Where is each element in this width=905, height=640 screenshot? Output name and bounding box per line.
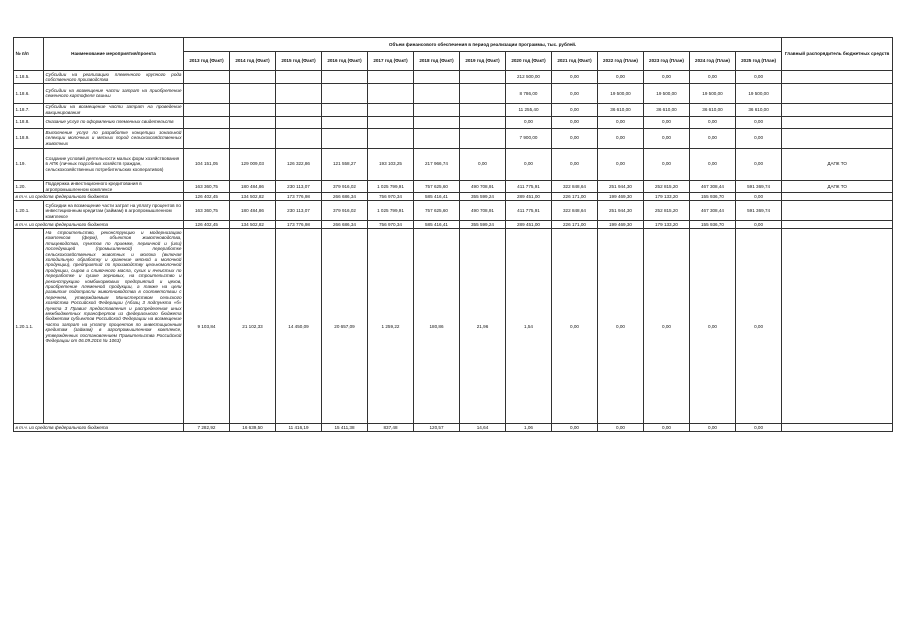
- row-value: 0,00: [598, 424, 644, 432]
- row-name: На строительство, реконструкцию и модернизацию комплексов (ферм), объектов животноводства, птицеводства, пунктов по приемке, первичной и (или) последующей (промышленной) переработке сельскохозяйственных животных и молока (включая холодильную обработку и хранение мясной и молочной продукции), предприятий по производству цельномолочной продукции, сыров и сливочного масла, сухих и ячеистых по переработке и сушке зерновых, на строительство и реконструкцию комбикормовых предприятий и цехов, приобретение племенной продукции, а также на цели развития подотрасли животноводства в соответствии с перечнем, утверждаемым Министерством сельского хозяйства Российской Федерации (Абзац 3 подпункта «б» пункта 3 Правил предоставления и распределения иных межбюджетных трансфертов из федерального бюджета бюджетам субъектов Российской Федерации на возмещение части затрат на уплату процентов по инвестиционным кредитам (займам) в агропромышленном комплексе, утвержденных постановлением Правительства Российской Федерации от 06.09.2016 № 1063): [44, 229, 184, 424]
- row-value: 19 500,00: [736, 83, 782, 103]
- row-value: 757 625,60: [414, 180, 460, 193]
- row-value: 0,00: [598, 116, 644, 128]
- row-value: [230, 128, 276, 148]
- row-distributor: [782, 201, 893, 221]
- row-value: 15 411,38: [322, 424, 368, 432]
- row-value: [322, 103, 368, 116]
- row-value: [184, 103, 230, 116]
- row-value: 0,00: [506, 116, 552, 128]
- row-value: [230, 103, 276, 116]
- finance-table: [13, 37, 893, 432]
- row-value: 19 500,00: [598, 83, 644, 103]
- row-value: 0,00: [552, 71, 598, 84]
- row-value: [184, 128, 230, 148]
- row-value: 0,00: [644, 71, 690, 84]
- row-value: 14,64: [460, 424, 506, 432]
- row-value: [322, 71, 368, 84]
- row-value: 0,00: [460, 148, 506, 180]
- row-code: 1.20.: [14, 180, 44, 193]
- row-value: 104 151,05: [184, 148, 230, 180]
- table-row: [14, 128, 893, 148]
- table-row: [14, 148, 893, 180]
- header-year: 2014 год (Факт): [230, 52, 276, 71]
- table-row: [14, 193, 893, 201]
- row-value: 756 970,34: [368, 193, 414, 201]
- header-num: № п/п: [14, 38, 44, 71]
- row-value: [414, 116, 460, 128]
- row-code: 1.20.1.: [14, 201, 44, 221]
- row-value: 155 936,70: [690, 221, 736, 229]
- header-year: 2018 год (Факт): [414, 52, 460, 71]
- row-value: 0,00: [552, 103, 598, 116]
- row-value: 252 815,20: [644, 180, 690, 193]
- row-value: [460, 103, 506, 116]
- row-value: 193 103,25: [368, 148, 414, 180]
- row-value: 155 936,70: [690, 193, 736, 201]
- row-value: [368, 128, 414, 148]
- row-value: 490 708,91: [460, 201, 506, 221]
- row-value: 0,00: [644, 116, 690, 128]
- row-value: [276, 116, 322, 128]
- row-value: 322 848,64: [552, 201, 598, 221]
- row-subtotal-label: в т.ч. из средств федерального бюджета: [14, 424, 184, 432]
- row-value: 0,00: [736, 148, 782, 180]
- row-value: [368, 116, 414, 128]
- row-name: Субсидии на возмещение части затрат на проведение вакцинирования: [45, 104, 182, 115]
- row-value: [230, 83, 276, 103]
- row-value: 1 025 799,91: [368, 201, 414, 221]
- header-year: 2025 год (План): [736, 52, 782, 71]
- row-value: 173 776,98: [276, 221, 322, 229]
- row-value: 379 916,02: [322, 180, 368, 193]
- row-value: 0,00: [644, 229, 690, 424]
- row-value: 0,00: [736, 116, 782, 128]
- row-value: 0,00: [690, 148, 736, 180]
- row-value: 230 113,07: [276, 180, 322, 193]
- row-value: 0,00: [644, 424, 690, 432]
- row-value: 322 848,64: [552, 180, 598, 193]
- row-value: 467 308,44: [690, 180, 736, 193]
- row-value: [414, 71, 460, 84]
- row-name: Субсидии на возмещение части затрат на уплату процентов по инвестиционным кредитам (займам) в агропромышленном комплексе: [44, 201, 184, 221]
- row-value: [184, 71, 230, 84]
- row-subtotal-label: в т.ч. из средств федерального бюджета: [14, 193, 184, 201]
- row-value: 126 322,86: [276, 148, 322, 180]
- row-value: 0,00: [552, 83, 598, 103]
- row-value: 0,00: [598, 128, 644, 148]
- row-code: 1.18.8.: [14, 116, 44, 128]
- row-value: 180 484,86: [230, 201, 276, 221]
- row-value: 0,00: [598, 71, 644, 84]
- row-value: 179 133,20: [644, 221, 690, 229]
- row-value: 16 639,50: [230, 424, 276, 432]
- table-row: [14, 180, 893, 193]
- row-value: 251 944,30: [598, 201, 644, 221]
- row-distributor: ДАПК ТО: [782, 148, 893, 180]
- row-value: 19 500,00: [690, 83, 736, 103]
- row-value: 289 451,00: [506, 221, 552, 229]
- row-value: [414, 83, 460, 103]
- row-name: Оказание услуг по оформлению племенных свидетельств: [44, 116, 184, 128]
- row-value: 126 402,45: [184, 221, 230, 229]
- row-value: 411 775,91: [506, 201, 552, 221]
- row-code: 1.18.5.: [14, 71, 44, 84]
- row-value: 180,86: [414, 229, 460, 424]
- row-name: Создание условий деятельности малых форм хозяйствования в АПК (личных подсобных хозяйств граждан, сельскохозяйственных потребительских кооперативов): [44, 148, 184, 180]
- row-value: 1,06: [506, 424, 552, 432]
- table-row: [14, 83, 893, 103]
- row-value: 129 009,03: [230, 148, 276, 180]
- row-code: 1.20.1.1.: [14, 229, 44, 424]
- row-distributor: [782, 71, 893, 84]
- row-value: [230, 71, 276, 84]
- row-value: 212 500,00: [506, 71, 552, 84]
- table-row: [14, 221, 893, 229]
- header-year: 2024 год (План): [690, 52, 736, 71]
- header-year: 2022 год (План): [598, 52, 644, 71]
- row-value: 0,00: [690, 71, 736, 84]
- row-value: 355 599,24: [460, 221, 506, 229]
- row-subtotal-label: в т.ч. из средств федерального бюджета: [14, 221, 184, 229]
- row-value: 134 502,82: [230, 193, 276, 201]
- table-row: [14, 229, 893, 424]
- header-year: 2020 год (Факт): [506, 52, 552, 71]
- row-value: 9 103,84: [184, 229, 230, 424]
- row-value: 467 308,44: [690, 201, 736, 221]
- row-distributor: [782, 128, 893, 148]
- row-value: [460, 128, 506, 148]
- row-code: 1.18.6.: [14, 83, 44, 103]
- row-value: 0,00: [690, 229, 736, 424]
- row-distributor: [782, 193, 893, 201]
- row-value: [276, 83, 322, 103]
- row-value: 0,00: [690, 116, 736, 128]
- row-value: 126 402,45: [184, 193, 230, 201]
- row-value: [368, 103, 414, 116]
- row-distributor: [782, 221, 893, 229]
- row-value: 0,00: [736, 229, 782, 424]
- row-name: Поддержка инвестиционного кредитования в агропромышленном комплексе: [44, 180, 184, 193]
- row-value: [322, 128, 368, 148]
- row-value: 230 113,07: [276, 201, 322, 221]
- row-value: 0,00: [690, 424, 736, 432]
- row-value: 163 360,75: [184, 201, 230, 221]
- row-distributor: [782, 83, 893, 103]
- row-value: 199 469,30: [598, 193, 644, 201]
- row-value: 0,00: [552, 128, 598, 148]
- row-value: [276, 103, 322, 116]
- row-value: 11 416,19: [276, 424, 322, 432]
- row-value: 36 610,00: [736, 103, 782, 116]
- row-value: 1 259,22: [368, 229, 414, 424]
- row-value: [368, 83, 414, 103]
- row-value: 8 786,00: [506, 83, 552, 103]
- row-value: 36 610,00: [644, 103, 690, 116]
- row-value: 757 625,60: [414, 201, 460, 221]
- row-value: [184, 116, 230, 128]
- row-name: Субсидии на возмещение части затрат на приобретение семенного картофеля свиньи: [44, 83, 184, 103]
- row-value: 591 369,74: [736, 180, 782, 193]
- row-value: [414, 128, 460, 148]
- header-group-title: Объем финансового обеспечения в период реализации программы, тыс. рублей.: [184, 38, 782, 52]
- row-value: 0,00: [736, 193, 782, 201]
- row-value: 0,00: [644, 148, 690, 180]
- row-value: 226 171,00: [552, 221, 598, 229]
- row-value: 217 966,74: [414, 148, 460, 180]
- table-row: [14, 424, 893, 432]
- row-value: 756 970,34: [368, 221, 414, 229]
- header-distributor: Главный распорядитель бюджетных средств: [782, 38, 893, 71]
- row-value: 173 776,98: [276, 193, 322, 201]
- row-distributor: [782, 229, 893, 424]
- row-value: [460, 116, 506, 128]
- row-value: 837,48: [368, 424, 414, 432]
- row-value: 7 900,00: [506, 128, 552, 148]
- row-value: 14 450,09: [276, 229, 322, 424]
- table-row: [14, 71, 893, 84]
- row-value: 180 484,86: [230, 180, 276, 193]
- row-value: 411 775,91: [506, 180, 552, 193]
- row-value: 0,00: [598, 229, 644, 424]
- row-value: 19 500,00: [644, 83, 690, 103]
- header-year: 2023 год (План): [644, 52, 690, 71]
- row-value: 591 369,74: [736, 201, 782, 221]
- row-value: 266 686,34: [322, 221, 368, 229]
- row-distributor: [782, 424, 893, 432]
- row-value: 490 708,91: [460, 180, 506, 193]
- row-value: 0,00: [552, 229, 598, 424]
- row-value: 36 610,00: [690, 103, 736, 116]
- row-value: 120,57: [414, 424, 460, 432]
- row-value: 0,00: [736, 424, 782, 432]
- row-value: 0,00: [552, 116, 598, 128]
- row-value: 379 916,02: [322, 201, 368, 221]
- row-value: 179 133,20: [644, 193, 690, 201]
- table-row: [14, 103, 893, 116]
- row-code: 1.18.7.: [14, 103, 44, 116]
- row-name: Субсидии на реализацию племенного крупного рода собственного производства: [45, 71, 182, 82]
- row-value: 0,00: [736, 71, 782, 84]
- row-value: 585 416,41: [414, 221, 460, 229]
- row-value: 585 416,41: [414, 193, 460, 201]
- row-value: [460, 83, 506, 103]
- row-value: [276, 71, 322, 84]
- row-value: 252 815,20: [644, 201, 690, 221]
- row-value: [414, 103, 460, 116]
- header-year: 2017 год (Факт): [368, 52, 414, 71]
- row-value: 226 171,00: [552, 193, 598, 201]
- row-distributor: ДАПК ТО: [782, 180, 893, 193]
- header-year: 2015 год (Факт): [276, 52, 322, 71]
- row-value: 0,00: [552, 424, 598, 432]
- row-value: 163 360,75: [184, 180, 230, 193]
- row-value: 121 558,27: [322, 148, 368, 180]
- row-value: 251 944,30: [598, 180, 644, 193]
- header-year: 2016 год (Факт): [322, 52, 368, 71]
- row-value: [184, 83, 230, 103]
- row-value: 0,00: [736, 221, 782, 229]
- row-value: 0,00: [506, 148, 552, 180]
- header-year: 2019 год (Факт): [460, 52, 506, 71]
- row-code: 1.18.9.: [14, 128, 44, 148]
- row-value: 289 451,00: [506, 193, 552, 201]
- table-row: [14, 116, 893, 128]
- row-name: Выполнение услуг по разработке концепции зональной селекции молочных и мясных пород сельскохозяйственных животных: [44, 128, 184, 148]
- row-value: 1,54: [506, 229, 552, 424]
- row-value: [322, 83, 368, 103]
- row-value: 0,00: [598, 148, 644, 180]
- row-value: 21,96: [460, 229, 506, 424]
- row-code: 1.19.: [14, 148, 44, 180]
- row-distributor: [782, 116, 893, 128]
- row-value: 20 657,09: [322, 229, 368, 424]
- header-year: 2013 год (Факт): [184, 52, 230, 71]
- table-row: [14, 201, 893, 221]
- row-distributor: [782, 103, 893, 116]
- row-value: [322, 116, 368, 128]
- row-value: 355 599,24: [460, 193, 506, 201]
- row-value: [276, 128, 322, 148]
- row-value: 199 469,30: [598, 221, 644, 229]
- header-name: Наименование мероприятия/проекта: [44, 38, 184, 71]
- finance-table-sheet: [13, 37, 892, 432]
- row-value: [230, 116, 276, 128]
- row-value: 0,00: [552, 148, 598, 180]
- row-value: 36 610,00: [598, 103, 644, 116]
- row-value: 0,00: [644, 128, 690, 148]
- row-value: 7 282,92: [184, 424, 230, 432]
- row-value: 1 025 799,91: [368, 180, 414, 193]
- row-value: 0,00: [736, 128, 782, 148]
- row-value: 134 502,82: [230, 221, 276, 229]
- row-value: [368, 71, 414, 84]
- row-value: 0,00: [690, 128, 736, 148]
- row-value: 11 255,40: [506, 103, 552, 116]
- row-value: [460, 71, 506, 84]
- row-value: 21 102,33: [230, 229, 276, 424]
- header-year: 2021 год (Факт): [552, 52, 598, 71]
- row-value: 266 686,34: [322, 193, 368, 201]
